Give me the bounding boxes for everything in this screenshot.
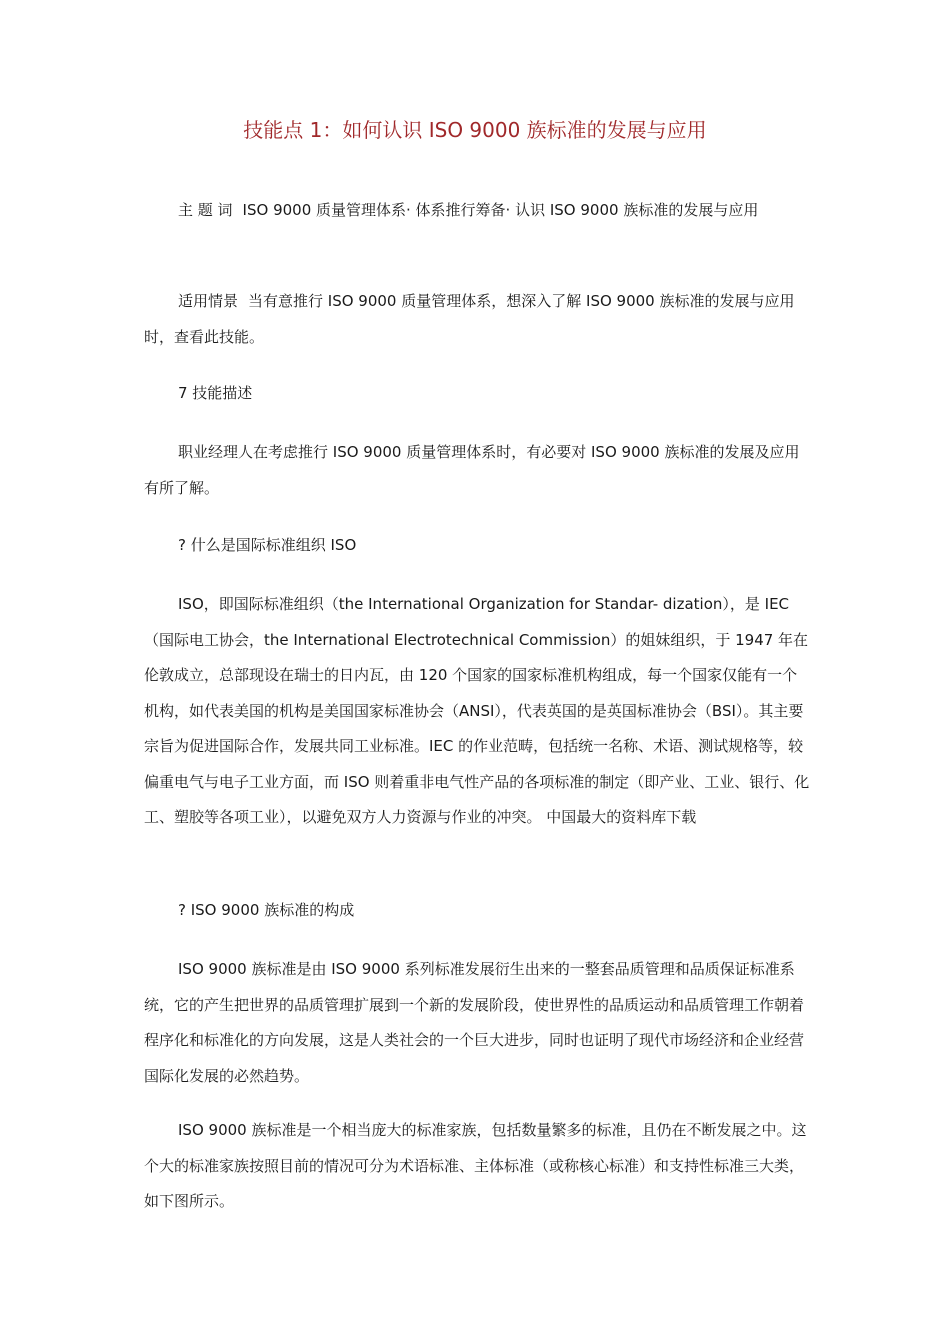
page-title: 技能点 1：如何认识 ISO 9000 族标准的发展与应用 — [243, 118, 707, 142]
context-text: 当有意推行 ISO 9000 质量管理体系，想深入了解 ISO 9000 族标准的发展与应用时，查看此技能。 — [144, 292, 795, 346]
context-paragraph — [144, 284, 812, 355]
keywords-paragraph — [144, 193, 812, 229]
composition-paragraph-2: ISO 9000 族标准是一个相当庞大的标准家族，包括数量繁多的标准，且仍在不断发展之中。这个大的标准家族按照目前的情况可分为术语标准、主体标准（或称核心标准）和支持性标准三大类，如下图所示。 — [144, 1121, 807, 1210]
section-heading-skill: 7 技能描述 — [178, 384, 253, 402]
keywords-label: 主 题 词 — [178, 201, 233, 219]
question-heading-composition: ? ISO 9000 族标准的构成 — [178, 901, 355, 919]
question-heading-iso: ? 什么是国际标准组织 ISO — [178, 536, 357, 554]
composition-paragraph-1: ISO 9000 族标准是由 ISO 9000 系列标准发展衍生出来的一整套品质管理和品质保证标准系统，它的产生把世界的品质管理扩展到一个新的发展阶段，使世界性的品质运动和品质管理工作朝着程序化和标准化的方向发展，这是人类社会的一个巨大进步，同时也证明了现代市场经济和企业经营国际化发展的必然趋势。 — [144, 960, 805, 1085]
keywords-text: ISO 9000 质量管理体系· 体系推行筹备· 认识 ISO 9000 族标准的发展与应用 — [242, 201, 759, 219]
context-label: 适用情景 — [178, 292, 239, 310]
intro-paragraph: 职业经理人在考虑推行 ISO 9000 质量管理体系时，有必要对 ISO 9000 族标准的发展及应用有所了解。 — [144, 443, 800, 497]
iso-paragraph: ISO，即国际标准组织（the International Organization for Standar- dization），是 IEC（国际电工协会，the International Electrotechnical Commission）的姐妹组织，于 1947 年在伦敦成立，总部现设在瑞士的日内瓦，由 120 个国家的国家标准机构组成，每一个国家仅能有一个机构，如代表美国的机构是美国国家标准协会（ANSI），代表英国的是英国标准协会（BSI）。其主要宗旨为促进国际合作，发展共同工业标准。IEC 的作业范畴，包括统一名称、术语、测试规格等，较偏重电气与电子工业方面，而 ISO 则着重非电气性产品的各项标准的制定（即产业、工业、银行、化工、塑胶等各项工业），以避免双方人力资源与作业的冲突。 中国最大的资料库下载 — [144, 595, 810, 826]
